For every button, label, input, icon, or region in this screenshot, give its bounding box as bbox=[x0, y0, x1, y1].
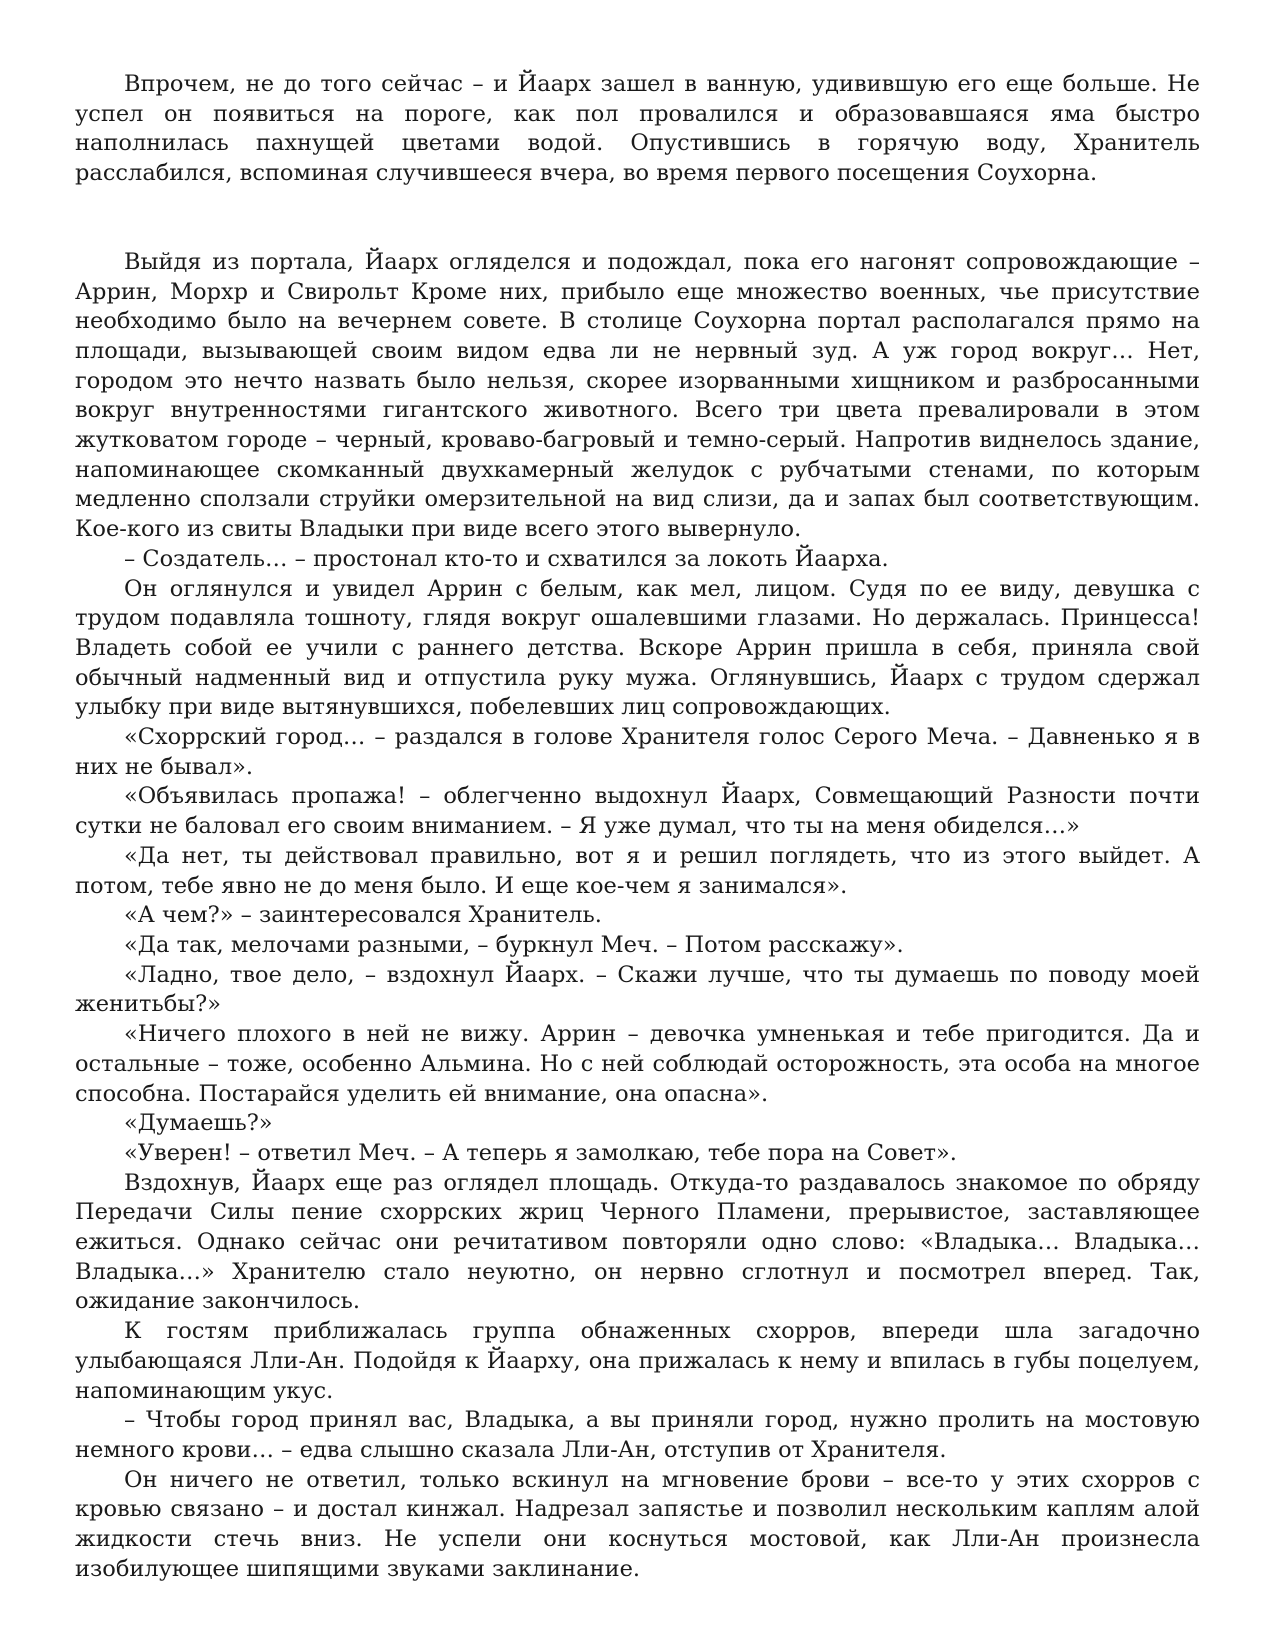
paragraph: Выйдя из портала, Йаарх огляделся и подождал, пока его нагонят сопровождающие – Аррин, Морхр и Свирольт Кроме них, прибыло еще множество военных, чье присутствие необходимо было на вечернем совете. В столице Соухорна портал располагался прямо на площади, вызывающей своим видом едва ли не нервный зуд. А уж город вокруг… Нет, городом это нечто назвать было нельзя, скорее изорванными хищником и разбросанными вокруг внутренностями гигантского животного. Всего три цвета превалировали в этом жутковатом городе – черный, кроваво-багровый и темно-серый. Напротив виднелось здание, напоминающее скомканный двухкамерный желудок с рубчатыми стенами, по которым медленно сползали струйки омерзительной на вид слизи, да и запах был соответствующим. Кое-кого из свиты Владыки при виде всего этого вывернуло. bbox=[75, 248, 1200, 543]
section-1 bbox=[75, 70, 1200, 189]
paragraph: «Думаешь?» bbox=[124, 1110, 273, 1137]
paragraph: «Схоррский город… – раздался в голове Хранителя голос Серого Меча. – Давненько я в них не бывал». bbox=[75, 724, 1200, 780]
section-2 bbox=[75, 248, 1200, 1585]
paragraph: «Да нет, ты действовал правильно, вот я и решил поглядеть, что из этого выйдет. А потом, тебе явно не до меня было. И еще кое-чем я занимался». bbox=[75, 842, 1200, 899]
paragraph: «Ничего плохого в ней не вижу. Аррин – девочка умненькая и тебе пригодится. Да и остальные – тоже, особенно Альмина. Но с ней соблюдай осторожность, эта особа на многое способна. Постарайся уделить ей внимание, она опасна». bbox=[75, 1021, 1200, 1107]
scene-break bbox=[75, 189, 1200, 248]
paragraph: «Ладно, твое дело, – вздохнул Йаарх. – Скажи лучше, что ты думаешь по поводу моей женитьбы?» bbox=[75, 961, 1200, 1018]
paragraph: Вздохнув, Йаарх еще раз оглядел площадь. Откуда-то раздавалось знакомое по обряду Передачи Силы пение схоррских жриц Черного Пламени, прерывистое, заставляющее ежиться. Однако сейчас они речитативом повторяли одно слово: «Владыка… Владыка… Владыка…» Хранителю стало неуютно, он нервно сглотнул и посмотрел вперед. Так, ожидание закончилось. bbox=[75, 1169, 1200, 1315]
paragraph: Он ничего не ответил, только вскинул на мгновение брови – все-то у этих схорров с кровью связано – и достал кинжал. Надрезал запястье и позволил нескольким каплям алой жидкости стечь вниз. Не успели они коснуться мостовой, как Лли-Ан произнесла изобилующее шипящими звуками заклинание. bbox=[75, 1466, 1200, 1582]
paragraph: «А чем?» – заинтересовался Хранитель. bbox=[124, 902, 602, 929]
document-page bbox=[75, 70, 1200, 1584]
paragraph: – Создатель… – простонал кто-то и схватился за локоть Йаарха. bbox=[124, 545, 889, 572]
paragraph: «Уверен! – ответил Меч. – А теперь я замолкаю, тебе пора на Совет». bbox=[124, 1139, 957, 1166]
paragraph: Впрочем, не до того сейчас – и Йаарх зашел в ванную, удивившую его еще больше. Не успел он появиться на пороге, как пол провалился и образовавшаяся яма быстро наполнилась пахнущей цветами водой. Опустившись в горячую воду, Хранитель расслабился, вспоминая случившееся вчера, во время первого посещения Соухорна. bbox=[75, 71, 1200, 187]
paragraph: К гостям приближалась группа обнаженных схорров, впереди шла загадочно улыбающаяся Лли-Ан. Подойдя к Йаарху, она прижалась к нему и впилась в губы поцелуем, напоминающим укус. bbox=[75, 1318, 1200, 1404]
paragraph: – Чтобы город принял вас, Владыка, а вы приняли город, нужно пролить на мостовую немного крови… – едва слышно сказала Лли-Ан, отступив от Хранителя. bbox=[75, 1407, 1200, 1463]
paragraph: Он оглянулся и увидел Аррин с белым, как мел, лицом. Судя по ее виду, девушка с трудом подавляла тошноту, глядя вокруг ошалевшими глазами. Но держалась. Принцесса! Владеть собой ее учили с раннего детства. Вскоре Аррин пришла в себя, приняла свой обычный надменный вид и отпустила руку мужа. Оглянувшись, Йаарх с трудом сдержал улыбку при виде вытянувшихся, побелевших лиц сопровождающих. bbox=[75, 575, 1200, 721]
paragraph: «Объявилась пропажа! – облегченно выдохнул Йаарх, Совмещающий Разности почти сутки не баловал его своим вниманием. – Я уже думал, что ты на меня обиделся…» bbox=[75, 783, 1200, 840]
paragraph: «Да так, мелочами разными, – буркнул Меч. – Потом расскажу». bbox=[124, 931, 904, 958]
